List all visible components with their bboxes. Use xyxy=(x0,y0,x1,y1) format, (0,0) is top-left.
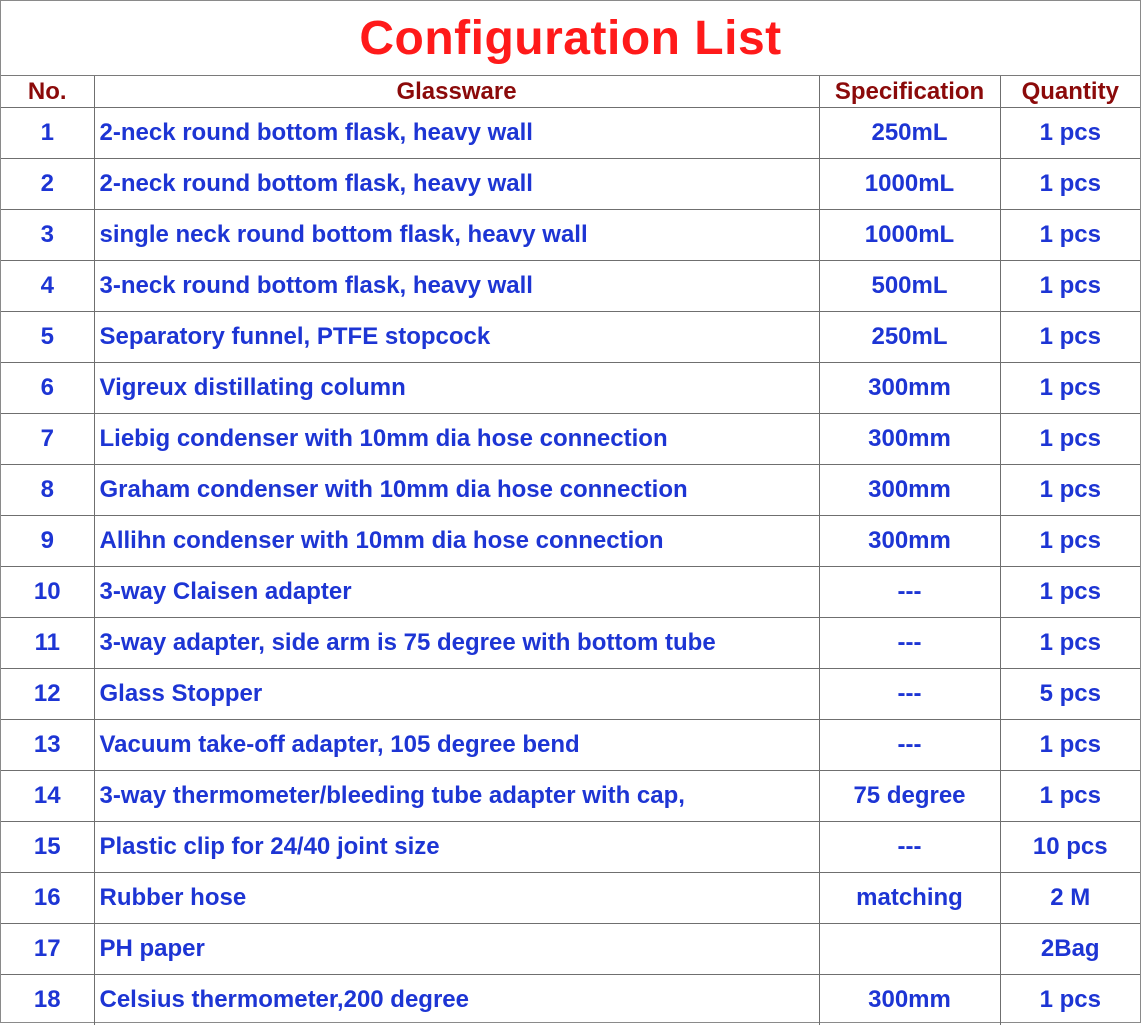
table-row xyxy=(1,516,1140,567)
cell-quantity: 1 pcs xyxy=(1000,720,1140,771)
table-row xyxy=(1,822,1140,873)
cell-quantity: 1 pcs xyxy=(1000,618,1140,669)
cell-quantity: 1 pcs xyxy=(1000,261,1140,312)
page-title: Configuration List xyxy=(1,1,1140,76)
table-row xyxy=(1,567,1140,618)
cell-no: 4 xyxy=(1,261,94,312)
cell-quantity: 1 pcs xyxy=(1000,516,1140,567)
cell-specification: 1000mL xyxy=(819,210,1000,261)
cell-specification: --- xyxy=(819,822,1000,873)
cell-glassware: 3-way Claisen adapter xyxy=(94,567,819,618)
cell-specification: --- xyxy=(819,618,1000,669)
table-body xyxy=(1,108,1140,1025)
cell-specification: 300mm xyxy=(819,414,1000,465)
cell-specification xyxy=(819,924,1000,975)
cell-specification: 250mL xyxy=(819,312,1000,363)
cell-no: 15 xyxy=(1,822,94,873)
table-row xyxy=(1,465,1140,516)
table-row xyxy=(1,669,1140,720)
cell-no: 16 xyxy=(1,873,94,924)
cell-no: 2 xyxy=(1,159,94,210)
cell-specification: 300mm xyxy=(819,465,1000,516)
configuration-table xyxy=(1,76,1140,1025)
table-row xyxy=(1,159,1140,210)
table-row xyxy=(1,414,1140,465)
table-row xyxy=(1,924,1140,975)
cell-glassware: Glass Stopper xyxy=(94,669,819,720)
cell-glassware: 3-way thermometer/bleeding tube adapter with cap, xyxy=(94,771,819,822)
cell-quantity: 1 pcs xyxy=(1000,465,1140,516)
cell-quantity: 1 pcs xyxy=(1000,567,1140,618)
cell-specification: 300mm xyxy=(819,975,1000,1025)
cell-no: 13 xyxy=(1,720,94,771)
cell-specification: matching xyxy=(819,873,1000,924)
column-header-quantity: Quantity xyxy=(1000,76,1140,108)
table-row xyxy=(1,618,1140,669)
cell-quantity: 10 pcs xyxy=(1000,822,1140,873)
cell-specification: 250mL xyxy=(819,108,1000,159)
cell-no: 3 xyxy=(1,210,94,261)
cell-no: 5 xyxy=(1,312,94,363)
cell-no: 17 xyxy=(1,924,94,975)
cell-quantity: 1 pcs xyxy=(1000,363,1140,414)
cell-glassware: Vacuum take-off adapter, 105 degree bend xyxy=(94,720,819,771)
cell-no: 12 xyxy=(1,669,94,720)
cell-quantity: 5 pcs xyxy=(1000,669,1140,720)
table-row xyxy=(1,975,1140,1025)
cell-no: 11 xyxy=(1,618,94,669)
cell-quantity: 1 pcs xyxy=(1000,414,1140,465)
cell-quantity: 2 M xyxy=(1000,873,1140,924)
cell-quantity: 1 pcs xyxy=(1000,312,1140,363)
cell-no: 1 xyxy=(1,108,94,159)
column-header-no: No. xyxy=(1,76,94,108)
cell-specification: 300mm xyxy=(819,516,1000,567)
cell-glassware: Vigreux distillating column xyxy=(94,363,819,414)
cell-no: 6 xyxy=(1,363,94,414)
cell-glassware: Rubber hose xyxy=(94,873,819,924)
column-header-glassware: Glassware xyxy=(94,76,819,108)
cell-quantity: 2Bag xyxy=(1000,924,1140,975)
table-row xyxy=(1,771,1140,822)
cell-no: 14 xyxy=(1,771,94,822)
cell-glassware: Liebig condenser with 10mm dia hose connection xyxy=(94,414,819,465)
cell-glassware: single neck round bottom flask, heavy wall xyxy=(94,210,819,261)
cell-no: 9 xyxy=(1,516,94,567)
cell-glassware: Plastic clip for 24/40 joint size xyxy=(94,822,819,873)
cell-glassware: 3-way adapter, side arm is 75 degree with bottom tube xyxy=(94,618,819,669)
table-row xyxy=(1,210,1140,261)
cell-quantity: 1 pcs xyxy=(1000,210,1140,261)
cell-glassware: 3-neck round bottom flask, heavy wall xyxy=(94,261,819,312)
table-row xyxy=(1,873,1140,924)
table-row xyxy=(1,261,1140,312)
cell-no: 18 xyxy=(1,975,94,1025)
cell-quantity: 1 pcs xyxy=(1000,975,1140,1025)
cell-glassware: 2-neck round bottom flask, heavy wall xyxy=(94,159,819,210)
cell-glassware: PH paper xyxy=(94,924,819,975)
cell-glassware: Graham condenser with 10mm dia hose connection xyxy=(94,465,819,516)
table-row xyxy=(1,312,1140,363)
cell-specification: 1000mL xyxy=(819,159,1000,210)
cell-glassware: Celsius thermometer,200 degree xyxy=(94,975,819,1025)
cell-no: 7 xyxy=(1,414,94,465)
cell-glassware: 2-neck round bottom flask, heavy wall xyxy=(94,108,819,159)
cell-specification: 500mL xyxy=(819,261,1000,312)
cell-quantity: 1 pcs xyxy=(1000,108,1140,159)
table-row xyxy=(1,363,1140,414)
cell-specification: 300mm xyxy=(819,363,1000,414)
table-header-row xyxy=(1,76,1140,108)
table-row xyxy=(1,720,1140,771)
cell-glassware: Separatory funnel, PTFE stopcock xyxy=(94,312,819,363)
cell-quantity: 1 pcs xyxy=(1000,771,1140,822)
cell-no: 10 xyxy=(1,567,94,618)
cell-specification: --- xyxy=(819,567,1000,618)
cell-specification: --- xyxy=(819,720,1000,771)
cell-no: 8 xyxy=(1,465,94,516)
cell-specification: 75 degree xyxy=(819,771,1000,822)
cell-glassware: Allihn condenser with 10mm dia hose connection xyxy=(94,516,819,567)
column-header-specification: Specification xyxy=(819,76,1000,108)
table-row xyxy=(1,108,1140,159)
cell-specification: --- xyxy=(819,669,1000,720)
cell-quantity: 1 pcs xyxy=(1000,159,1140,210)
